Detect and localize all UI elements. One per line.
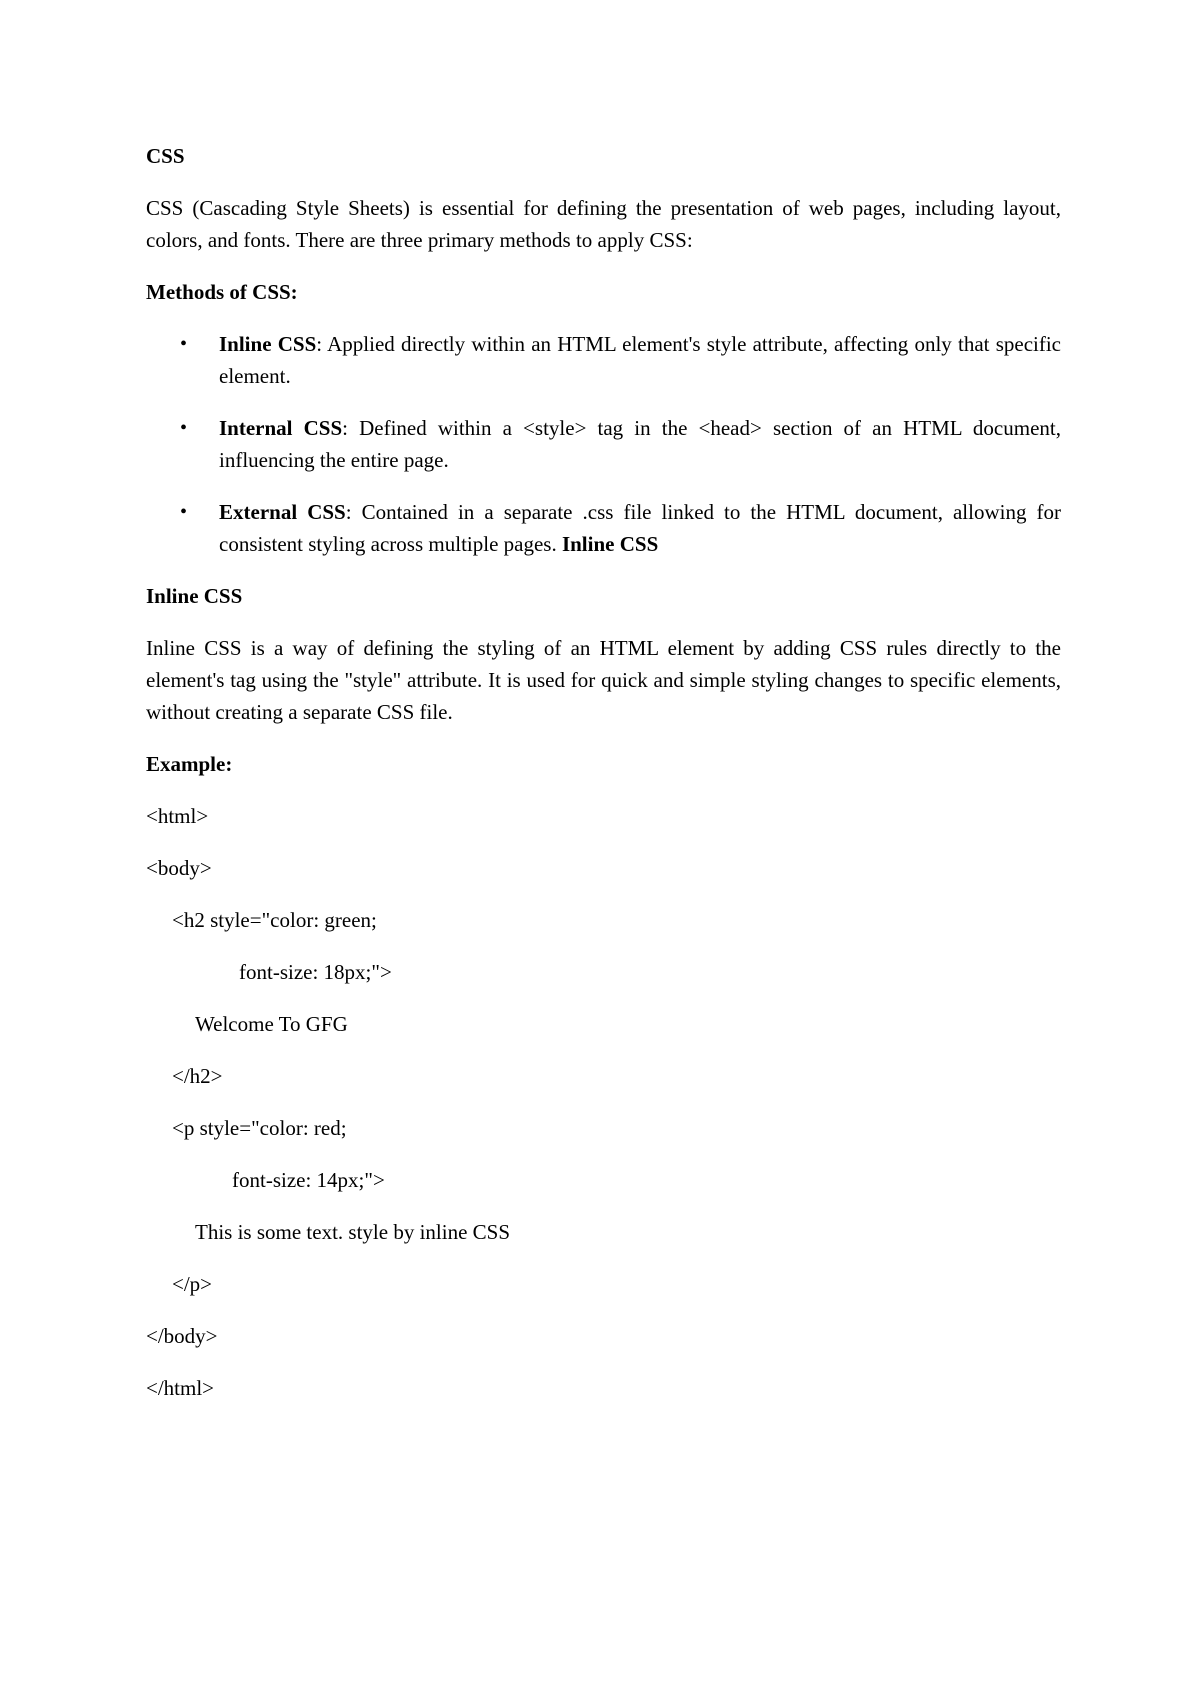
- code-line: <p style="color: red;: [172, 1116, 347, 1140]
- methods-list: [146, 328, 1061, 560]
- code-line: This is some text. style by inline CSS: [195, 1220, 511, 1244]
- code-line: </h2>: [172, 1064, 223, 1088]
- method-description: : Defined within a <style> tag in the <head> section of an HTML document, influencing the entire page.: [219, 416, 1061, 472]
- code-example: [146, 800, 1061, 1404]
- method-description: : Applied directly within an HTML element's style attribute, affecting only that specific element.: [219, 332, 1061, 388]
- bullet-icon: •: [180, 333, 188, 355]
- document-page: [146, 140, 1061, 1404]
- list-item: [146, 412, 1061, 476]
- trailing-bold-text: Inline CSS: [561, 532, 659, 556]
- bullet-icon: •: [180, 501, 188, 523]
- inline-css-heading: Inline CSS: [146, 584, 243, 608]
- code-line: </body>: [146, 1324, 218, 1348]
- code-line: <body>: [146, 856, 212, 880]
- code-line: font-size: 18px;">: [239, 960, 392, 984]
- code-line: </html>: [146, 1376, 215, 1400]
- bullet-icon: •: [180, 417, 188, 439]
- list-item: [146, 328, 1061, 392]
- inline-css-paragraph: Inline CSS is a way of defining the styling of an HTML element by adding CSS rules directly to the element's tag using the "style" attribute. It is used for quick and simple styling changes to specific elements, without creating a separate CSS file.: [146, 636, 1061, 724]
- code-line: <h2 style="color: green;: [172, 908, 377, 932]
- doc-title: CSS: [146, 144, 185, 168]
- list-item: [146, 496, 1061, 560]
- code-line: Welcome To GFG: [195, 1012, 348, 1036]
- code-line: </p>: [172, 1272, 213, 1296]
- code-line: font-size: 14px;">: [232, 1168, 385, 1192]
- method-term: External CSS: [219, 500, 346, 524]
- intro-paragraph: CSS (Cascading Style Sheets) is essential for defining the presentation of web pages, including layout, colors, and fonts. There are three primary methods to apply CSS:: [146, 196, 1061, 252]
- methods-heading: Methods of CSS:: [146, 280, 298, 304]
- example-heading: Example:: [146, 752, 233, 776]
- method-description: : Contained in a separate .css file linked to the HTML document, allowing for consistent styling across multiple pages.: [219, 500, 1062, 556]
- method-term: Inline CSS: [219, 332, 317, 356]
- code-line: <html>: [146, 804, 209, 828]
- method-term: Internal CSS: [219, 416, 343, 440]
